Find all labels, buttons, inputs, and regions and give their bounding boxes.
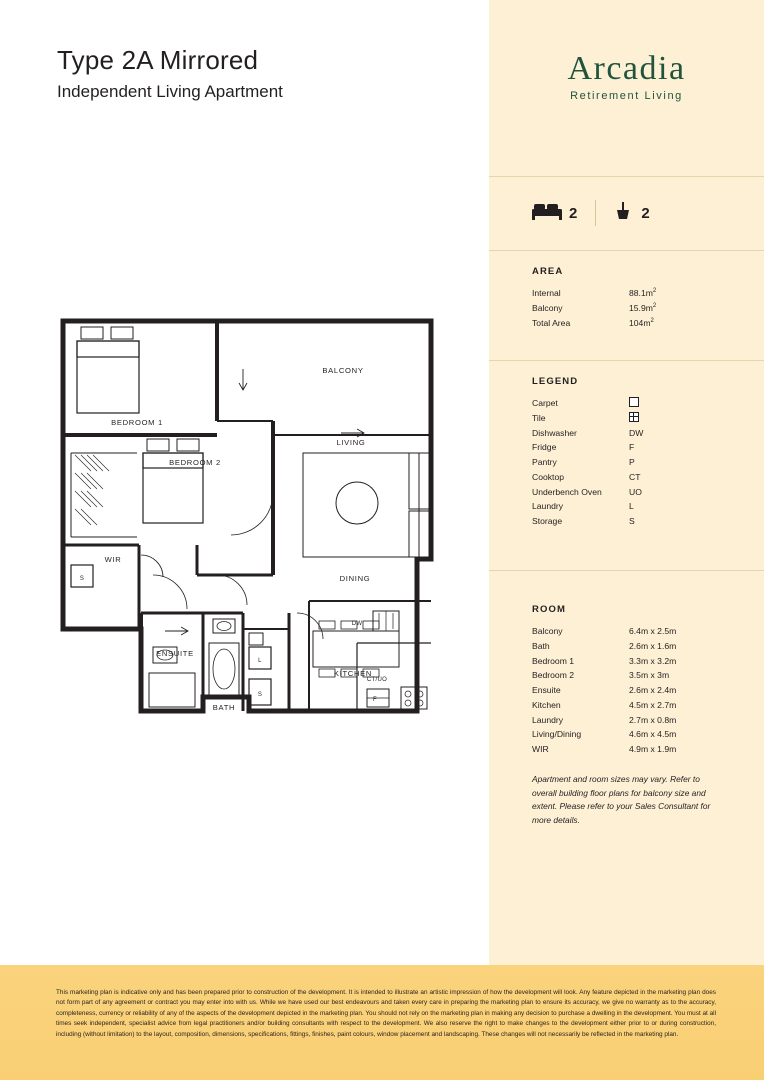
title-block — [57, 46, 457, 101]
room-value: 4.5m x 2.7m — [629, 699, 677, 710]
legend-row — [532, 396, 721, 411]
room-note: Apartment and room sizes may vary. Refer to overall building floor plans for balcony size and extent. Please refer to your Sales Consultant for more details. — [532, 774, 711, 825]
legend-label: Fridge — [532, 442, 557, 453]
legend-label: Storage — [532, 516, 563, 527]
info-sidebar — [489, 0, 764, 965]
legend-row — [532, 411, 721, 426]
legend-label: Carpet — [532, 398, 558, 408]
svg-text:KITCHEN: KITCHEN — [333, 669, 373, 678]
room-label: Balcony — [532, 626, 563, 636]
brand-block — [489, 0, 764, 176]
room-row — [532, 742, 721, 757]
legend-label: Tile — [532, 412, 546, 423]
svg-text:WIR: WIR — [104, 555, 122, 564]
svg-text:DW: DW — [351, 621, 363, 627]
area-row — [532, 301, 721, 316]
room-heading: ROOM — [532, 604, 566, 615]
room-label: WIR — [532, 744, 549, 755]
svg-text:CT/UO: CT/UO — [366, 677, 388, 683]
area-label: Internal — [532, 288, 561, 298]
legend-heading: LEGEND — [532, 376, 579, 387]
area-label: Total Area — [532, 317, 571, 328]
room-label: Ensuite — [532, 685, 561, 696]
bedroom-count: 2 — [569, 204, 578, 222]
svg-text:DINING: DINING — [339, 574, 371, 583]
brand-tagline: Retirement Living — [570, 90, 683, 102]
svg-text:S: S — [79, 576, 85, 582]
room-label: Bedroom 1 — [532, 655, 575, 666]
svg-text:BATH: BATH — [212, 703, 236, 712]
svg-text:F: F — [373, 697, 377, 703]
legend-row — [532, 426, 721, 441]
legend-panel — [489, 360, 764, 545]
legend-label: Underbench Oven — [532, 486, 602, 497]
room-value: 3.5m x 3m — [629, 670, 670, 681]
legend-row — [532, 485, 721, 500]
area-row — [532, 286, 721, 301]
room-value: 2.7m x 0.8m — [629, 714, 677, 725]
svg-text:L: L — [258, 658, 262, 664]
legend-label: Laundry — [532, 501, 564, 512]
legend-label: Pantry — [532, 457, 557, 468]
area-value: $104m^2$ — [629, 317, 654, 328]
bath-icon — [614, 202, 634, 225]
bed-icon — [532, 202, 562, 225]
tile-swatch-icon — [629, 411, 721, 426]
room-panel — [489, 588, 764, 843]
area-value: $88.1m^2$ — [629, 288, 657, 298]
legend-value: L — [629, 501, 634, 512]
brand-name: Arcadia — [567, 50, 686, 87]
icon-separator — [595, 200, 596, 226]
legend-value: P — [629, 457, 635, 468]
room-row — [532, 639, 721, 654]
room-row — [532, 683, 721, 698]
area-value: $15.9m^2$ — [629, 302, 657, 313]
room-label: Laundry — [532, 714, 564, 725]
summary-icons — [489, 176, 764, 250]
footer-disclaimer: This marketing plan is indicative only and has been prepared prior to construction of the development. It is intended to illustrate an artistic impression of how the development will look. Any feature depicted in the marketing plan does not form part of any agreement or contract you may enter into with us. While we have used our best endeavours and taken every care in preparing the marketing plan to ensure its accuracy, we give no warranty as to the accuracy, completeness, currency or reliability of any of the aspects of the development depicted in the marketing plan. You should not rely on the marketing plan in making any decision to purchase a dwelling in the development. You must at all times seek independent, specialist advice from legal practitioners and/or building consultants with respect to the development. We also reserve the right to make changes to the development either prior to or during construction, including (without limitation) to the layout, composition, dimensions, specifications, fittings, finishes, paint colours, window placement and landscaping. These changes will not necessarily be reflected in the marketing plan. — [56, 989, 716, 1038]
legend-label: Cooktop — [532, 471, 565, 482]
room-value: 4.6m x 4.5m — [629, 729, 677, 740]
svg-text:BALCONY: BALCONY — [322, 366, 364, 375]
room-row — [532, 713, 721, 728]
legend-row — [532, 514, 721, 529]
room-row — [532, 698, 721, 713]
room-value: 3.3m x 3.2m — [629, 655, 677, 666]
footer-band — [0, 965, 764, 1080]
legend-value: S — [629, 516, 635, 527]
room-row — [532, 727, 721, 742]
page-title: Type 2A Mirrored — [57, 45, 259, 75]
bathroom-summary — [614, 202, 649, 225]
room-row — [532, 654, 721, 669]
room-label: Living/Dining — [532, 729, 582, 740]
floorplan-drawing — [57, 313, 437, 728]
legend-value: CT — [629, 471, 641, 482]
legend-row — [532, 470, 721, 485]
svg-text:BEDROOM 1: BEDROOM 1 — [111, 418, 163, 427]
room-row — [532, 668, 721, 683]
room-value: 2.6m x 1.6m — [629, 640, 677, 651]
legend-row — [532, 499, 721, 514]
legend-row — [532, 455, 721, 470]
room-label: Bedroom 2 — [532, 670, 575, 681]
legend-row — [532, 440, 721, 455]
room-value: 4.9m x 1.9m — [629, 744, 677, 755]
room-label: Kitchen — [532, 699, 561, 710]
svg-text:LIVING: LIVING — [336, 438, 366, 447]
legend-value: UO — [629, 486, 642, 497]
divider — [489, 570, 764, 571]
area-row — [532, 316, 721, 331]
legend-label: Dishwasher — [532, 427, 577, 438]
svg-text:S: S — [257, 692, 263, 698]
svg-text:BEDROOM 2: BEDROOM 2 — [169, 458, 221, 467]
area-label: Balcony — [532, 302, 563, 313]
carpet-swatch-icon — [629, 396, 721, 411]
legend-value: F — [629, 442, 635, 453]
bathroom-count: 2 — [641, 204, 650, 222]
bedroom-summary — [532, 202, 577, 225]
room-row — [532, 624, 721, 639]
area-panel — [489, 250, 764, 346]
room-value: 2.6m x 2.4m — [629, 685, 677, 696]
svg-text:ENSUITE: ENSUITE — [156, 649, 194, 658]
area-heading: AREA — [532, 266, 564, 277]
legend-value: DW — [629, 427, 644, 438]
room-value: 6.4m x 2.5m — [629, 626, 677, 636]
room-label: Bath — [532, 640, 550, 651]
page-subtitle: Independent Living Apartment — [57, 81, 283, 101]
